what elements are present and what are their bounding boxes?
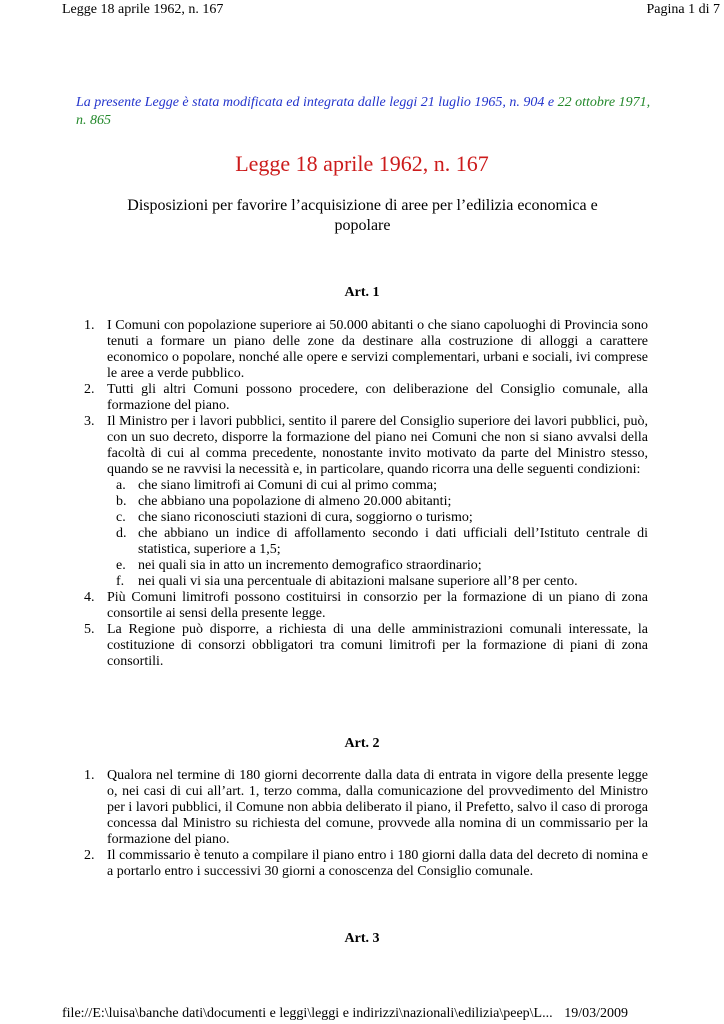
sub-item-text: che abbiano un indice di affollamento secondo i dati ufficiali dell’Istituto centrale di statistica, superiore a 1,5; [138,526,648,557]
item-text: I Comuni con popolazione superiore ai 50.000 abitanti o che siano capoluoghi di Provincia sono tenuti a formare un piano delle zone da destinare alla costruzione di alloggi a carattere economico o popolare, nonché alle opere e servizi complementari, urbani e sociali, ivi comprese le aree a verde pubblico. [107,318,648,381]
sub-item [107,510,648,526]
item-text: Tutti gli altri Comuni possono procedere, con deliberazione del Consiglio comunale, alla formazione del piano. [107,382,648,413]
item-number: 2. [84,382,95,397]
sub-item-letter: e. [116,558,126,573]
article-2-heading: Art. 2 [344,736,380,751]
amendment-note-link[interactable]: 22 ottobre 1971, n. 865 [76,95,651,128]
law-title: Legge 18 aprile 1962, n. 167 [235,151,489,176]
item-text: Più Comuni limitrofi possono costituirsi in consorzio per la formazione di un piano di zona consortile ai sensi della presente legge. [107,590,648,621]
item-number: 4. [84,590,95,605]
list-item [76,622,648,670]
list-item [76,848,648,880]
amendment-note-text: La presente Legge è stata modificata ed integrata dalle leggi 21 luglio 1965, n. 904 e [76,95,555,110]
item-number: 3. [84,414,95,429]
item-number: 1. [84,768,95,783]
item-number: 5. [84,622,95,637]
article-3-heading: Art. 3 [344,931,380,946]
list-item [76,318,648,382]
item-text: Il commissario è tenuto a compilare il piano entro i 180 giorni dalla data del decreto di nomina e a portarlo entro i successivi 30 giorni a conoscenza del Consiglio comunale. [107,848,648,879]
page-number: Pagina 1 di 7 [646,2,720,17]
sub-item [107,574,648,590]
item-number: 1. [84,318,95,333]
sub-item-letter: f. [116,574,125,589]
sub-item [107,558,648,574]
item-text: La Regione può disporre, a richiesta di una delle amministrazioni comunali interessate, la costituzione di consorzi obbligatori tra comuni limitrofi per la formazione di piani di zona consortili. [107,622,648,669]
list-item [76,414,648,590]
law-subtitle: Disposizioni per favorire l’acquisizione di aree per l’edilizia economica e popolare [127,197,598,234]
sub-item-text: che siano riconosciuti stazioni di cura, soggiorno o turismo; [138,510,473,525]
amendment-note [76,94,656,130]
list-item [76,382,648,414]
article-1-heading: Art. 1 [344,285,380,300]
sub-item-letter: c. [116,510,126,525]
sub-item [107,494,648,510]
item-number: 2. [84,848,95,863]
list-item [76,768,648,848]
item-text: Il Ministro per i lavori pubblici, sentito il parere del Consiglio superiore dei lavori pubblici, può, con un suo decreto, disporre la formazione del piano nei Comuni che non si siano avvalsi della facoltà di cui al comma precedente, nonostante invito motivato da parte del Ministro stesso, quando se ne ravvisi la necessità e, in particolare, quando ricorra una delle seguenti condizioni: [107,414,648,477]
footer-file-path: file://E:\luisa\banche dati\documenti e leggi\leggi e indirizzi\nazionali\edilizia\peep\L... [62,1006,553,1021]
item-text: Qualora nel termine di 180 giorni decorrente dalla data di entrata in vigore della presente legge o, nei casi di cui all’art. 1, terzo comma, dalla comunicazione del provvedimento del Ministro per i lavori pubblici, il Comune non abbia deliberato il piano, il Prefetto, salvo il caso di proroga concessa dal Ministro su richiesta del comune, provvede alla nomina di un commissario per la formazione del piano. [107,768,648,847]
sub-item-text: nei quali sia in atto un incremento demografico straordinario; [138,558,482,573]
list-item [76,590,648,622]
conditions-list [107,478,648,590]
footer-date: 19/03/2009 [564,1006,628,1021]
sub-item-letter: b. [116,494,127,509]
sub-item-letter: a. [116,478,126,493]
header-title: Legge 18 aprile 1962, n. 167 [62,2,224,17]
article-2-list [76,768,648,880]
sub-item [107,526,648,558]
sub-item-text: nei quali vi sia una percentuale di abitazioni malsane superiore all’8 per cento. [138,574,578,589]
sub-item [107,478,648,494]
sub-item-letter: d. [116,526,127,541]
sub-item-text: che abbiano una popolazione di almeno 20.000 abitanti; [138,494,452,509]
article-1-list [76,318,648,670]
sub-item-text: che siano limitrofi ai Comuni di cui al primo comma; [138,478,437,493]
